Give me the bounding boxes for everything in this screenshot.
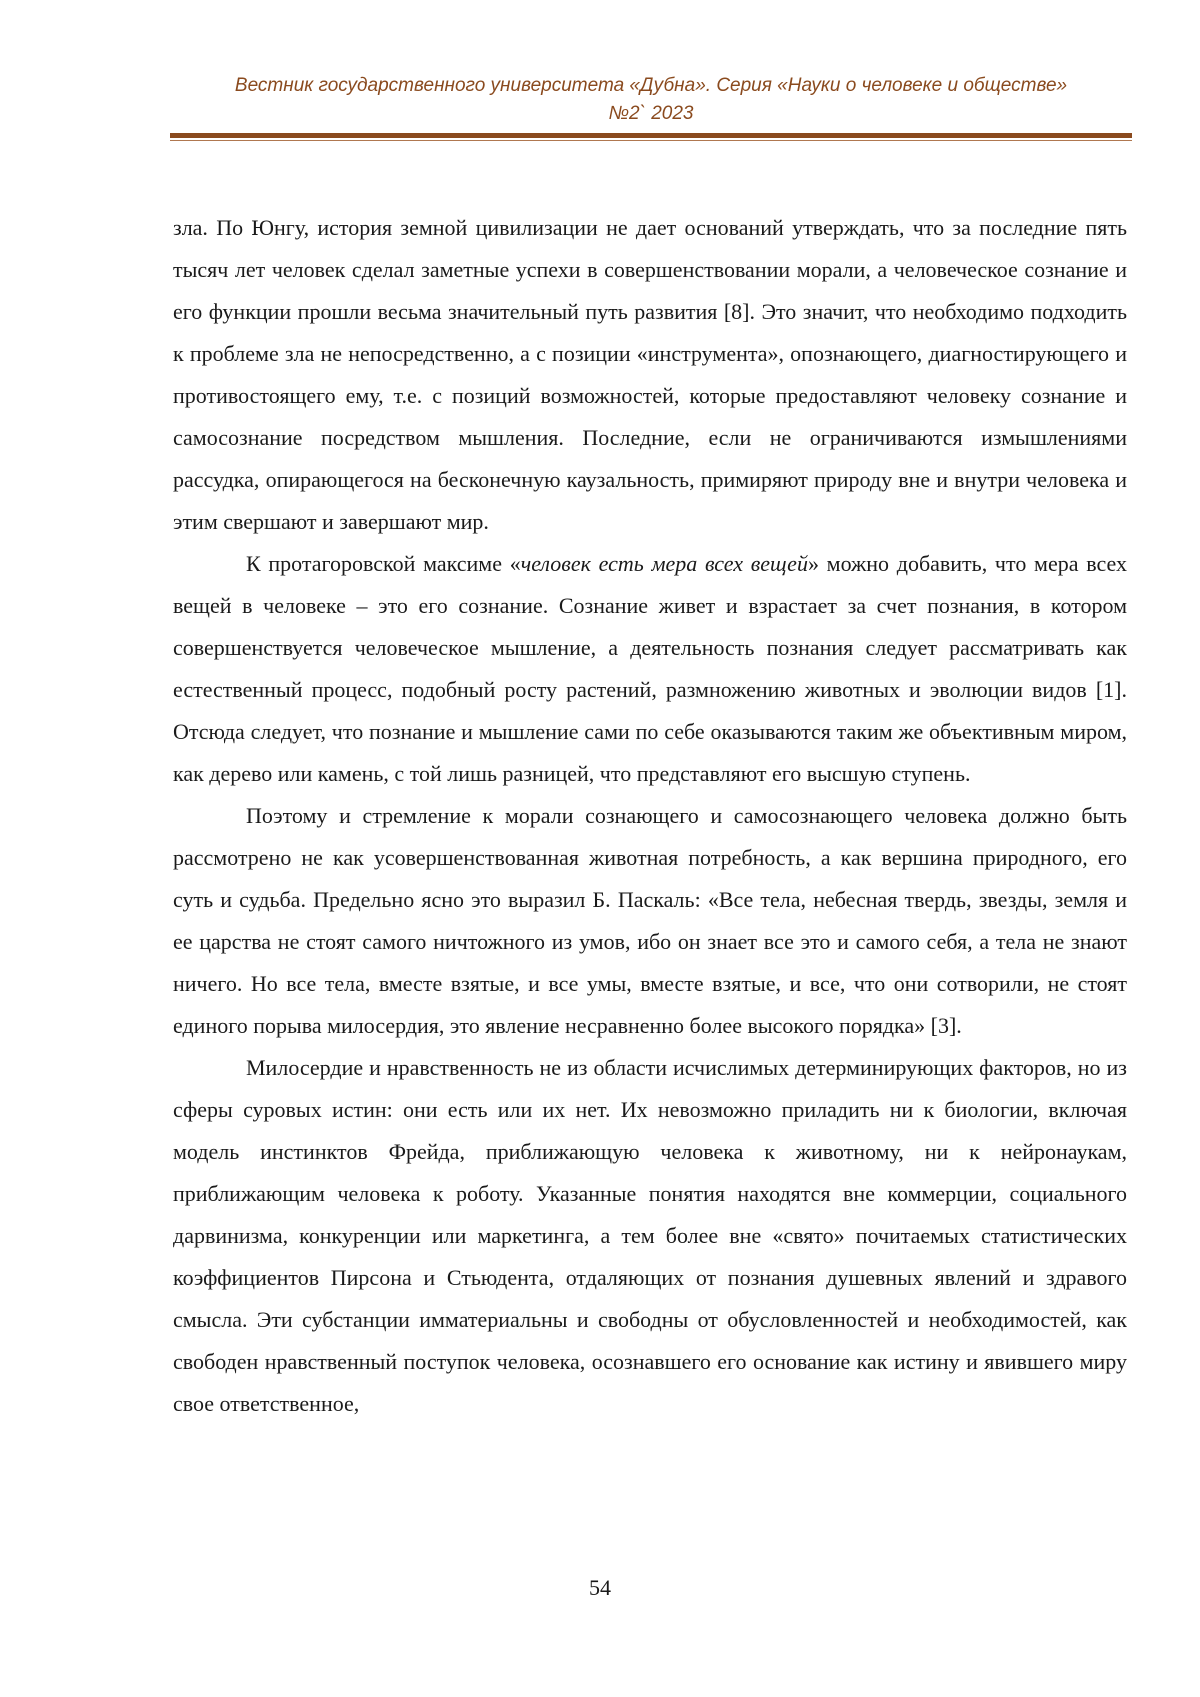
paragraph-3: Поэтому и стремление к морали сознающего и самосознающего человека должно быть рассмотрено не как усовершенствованная животная потребность, а как вершина природного, его суть и судьба. Предельно ясно это выразил Б. Паскаль: «Все тела, небесная твердь, звезды, земля и ее царства не стоят самого ничтожного из умов, ибо он знает все это и самого себя, а тела не знают ничего. Но все тела, вместе взятые, и все умы, вместе взятые, и все, что они сотворили, не стоят единого порыва милосердия, это явление несравненно более высокого порядка» [3]. <box>173 803 1127 1038</box>
page-number: 54 <box>589 1575 611 1600</box>
article-body <box>173 207 1127 1425</box>
paragraph-2-lead: К протагоровской максиме « <box>246 551 521 576</box>
running-header <box>170 72 1132 128</box>
paragraph-4: Милосердие и нравственность не из области исчислимых детерминирующих факторов, но из сферы суровых истин: они есть или их нет. Их невозможно приладить ни к биологии, включая модель инстинктов Фрейда, приближающую человека к животному, ни к нейронаукам, приближающим человека к роботу. Указанные понятия находятся вне коммерции, социального дарвинизма, конкуренции или маркетинга, а тем более вне «свято» почитаемых статистических коэффициентов Пирсона и Стьюдента, отдаляющих от познания душевных явлений и здравого смысла. Эти субстанции имматериальны и свободны от обусловленностей и необходимостей, как свободен нравственный поступок человека, осознавшего его основание как истину и явившего миру свое ответственное, <box>173 1055 1127 1416</box>
paragraph-2-rest: » можно добавить, что мера всех вещей в человеке – это его сознание. Сознание живет и взрастает за счет познания, в котором совершенствуется человеческое мышление, а деятельность познания следует рассматривать как естественный процесс, подобный росту растений, размножению животных и эволюции видов [1]. Отсюда следует, что познание и мышление сами по себе оказываются таким же объективным миром, как дерево или камень, с той лишь разницей, что представляют его высшую ступень. <box>173 551 1127 786</box>
journal-title: Вестник государственного университета «Дубна». Серия «Науки о человеке и обществе» <box>234 75 1068 96</box>
header-rule-thick <box>170 133 1132 138</box>
paragraph-1: зла. По Юнгу, история земной цивилизации не дает оснований утверждать, что за последние пять тысяч лет человек сделал заметные успехи в совершенствовании морали, а человеческое сознание и его функции прошли весьма значительный путь развития [8]. Это значит, что необходимо подходить к проблеме зла не непосредственно, а с позиции «инструмента», опознающего, диагностирующего и противостоящего ему, т.е. с позиций возможностей, которые предоставляют человеку сознание и самосознание посредством мышления. Последние, если не ограничиваются измышлениями рассудка, опирающегося на бесконечную каузальность, примиряют природу вне и внутри человека и этим свершают и завершают мир. <box>173 215 1127 534</box>
issue-number: №2` 2023 <box>608 103 694 124</box>
paragraph-2 <box>173 543 1127 795</box>
header-rule-thin <box>170 140 1132 141</box>
protagoras-maxim: человек есть мера всех вещей <box>520 551 808 576</box>
